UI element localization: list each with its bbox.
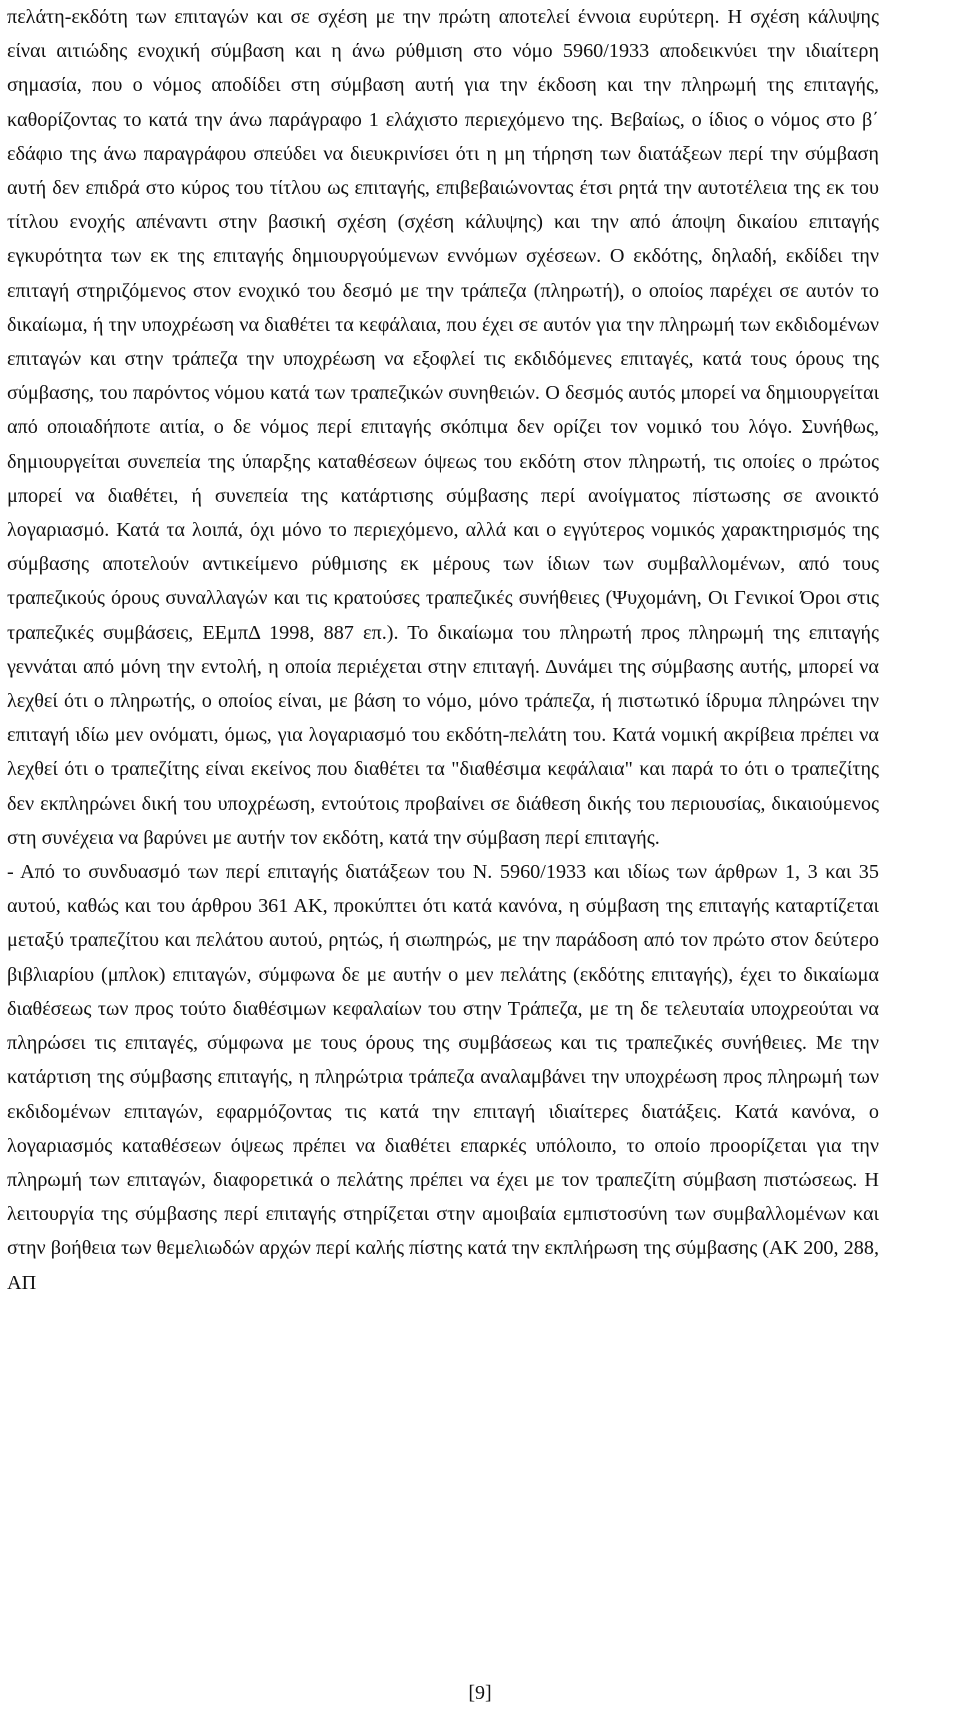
paragraph-2: - Από το συνδυασμό των περί επιταγής διατάξεων του Ν. 5960/1933 και ιδίως των άρθρων 1, 3 και 35 αυτού, καθώς και του άρθρου 361 ΑΚ, προκύπτει ότι κατά κανόνα, η σύμβαση της επιταγής καταρτίζεται μεταξύ τραπεζίτου και πελάτου αυτού, ρητώς, ή σιωπηρώς, με την παράδοση από τον πρώτο στον δεύτερο βιβλιαρίου (μπλοκ) επιταγών, σύμφωνα δε με αυτήν ο μεν πελάτης (εκδότης επιταγής), έχει το δικαίωμα διαθέσεως των προς τούτο διαθέσιμων κεφαλαίων του στην Τράπεζα, με τη δε τελευταία υποχρεούται να πληρώσει τις επιταγές, σύμφωνα με τους όρους της συμβάσεως και τις τραπεζικές συνήθειες. Με την κατάρτιση της σύμβασης επιταγής, η πληρώτρια τράπεζα αναλαμβάνει την υποχρέωση προς πληρωμή των εκδιδομένων επιταγών, εφαρμόζοντας τις κατά την επιταγή ιδιαίτερες διατάξεις. Κατά κανόνα, ο λογαριασμός καταθέσεων όψεως πρέπει να διαθέτει επαρκές υπόλοιπο, το οποίο προορίζεται για την πληρωμή των επιταγών, διαφορετικά ο πελάτης πρέπει να έχει με τον τραπεζίτη σύμβαση πιστώσεως. Η λειτουργία της σύμβασης περί επιταγής στηρίζεται στην αμοιβαία εμπιστοσύνη των συμβαλλομένων και στην βοήθεια των θεμελιωδών αρχών περί καλής πίστης κατά την εκπλήρωση της σύμβασης (ΑΚ 200, 288, ΑΠ bbox=[7, 861, 879, 1294]
paragraph-1: πελάτη-εκδότη των επιταγών και σε σχέση με την πρώτη αποτελεί έννοια ευρύτερη. Η σχέση κάλυψης είναι αιτιώδης ενοχική σύμβαση και η άνω ρύθμιση στο νόμο 5960/1933 αποδεικνύει την ιδιαίτερη σημασία, που ο νόμος αποδίδει στη σύμβαση αυτή για την έκδοση και την πληρωμή της επιταγής, καθορίζοντας το κατά την άνω παράγραφο 1 ελάχιστο περιεχόμενο της. Βεβαίως, ο ίδιος ο νόμος στο β΄ εδάφιο της άνω παραγράφου σπεύδει να διευκρινίσει ότι η μη τήρηση των διατάξεων περί την σύμβαση αυτή δεν επιδρά στο κύρος του τίτλου ως επιταγής, επιβεβαιώνοντας έτσι ρητά την αυτοτέλεια της εκ του τίτλου ενοχής απέναντι στην βασική σχέση (σχέση κάλυψης) και την από άποψη δικαίου επιταγής εγκυρότητα των εκ της επιταγής δημιουργούμενων εννόμων σχέσεων. Ο εκδότης, δηλαδή, εκδίδει την επιταγή στηριζόμενος στον ενοχικό του δεσμό με την τράπεζα (πληρωτή), ο οποίος παρέχει σε αυτόν το δικαίωμα, ή την υποχρέωση να διαθέτει τα κεφάλαια, που έχει σε αυτόν για την πληρωμή των εκδιδομένων επιταγών και στην τράπεζα την υποχρέωση να εξοφλεί τις εκδιδόμενες επιταγές, κατά τους όρους της σύμβασης, του παρόντος νόμου κατά των τραπεζικών συνηθειών. Ο δεσμός αυτός μπορεί να δημιουργείται από οποιαδήποτε αιτία, ο δε νόμος περί επιταγής σκόπιμα δεν ορίζει τον νομικό του λόγο. Συνήθως, δημιουργείται συνεπεία της ύπαρξης καταθέσεων όψεως του εκδότη στον πληρωτή, τις οποίες ο πρώτος μπορεί να διαθέτει, ή συνεπεία της κατάρτισης σύμβασης περί ανοίγματος πίστωσης σε ανοικτό λογαριασμό. Κατά τα λοιπά, όχι μόνο το περιεχόμενο, αλλά και ο εγγύτερος νομικός χαρακτηρισμός της σύμβασης αποτελούν αντικείμενο ρύθμισης εκ μέρους των ίδιων των συμβαλλομένων, από τους τραπεζικούς όρους συναλλαγών και τις κρατούσες τραπεζικές συνήθειες (Ψυχομάνη, Οι Γενικοί Όροι στις τραπεζικές συμβάσεις, ΕΕμπΔ 1998, 887 επ.). Το δικαίωμα του πληρωτή προς πληρωμή της επιταγής γεννάται από μόνη την εντολή, η οποία περιέχεται στην επιταγή. Δυνάμει της σύμβασης αυτής, μπορεί να λεχθεί ότι ο πληρωτής, ο οποίος είναι, με βάση το νόμο, μόνο τράπεζα, ή πιστωτικό ίδρυμα πληρώνει την επιταγή ιδίω μεν ονόματι, όμως, για λογαριασμό του εκδότη-πελάτη του. Κατά νομική ακρίβεια πρέπει να λεχθεί ότι ο τραπεζίτης είναι εκείνος που διαθέτει τα "διαθέσιμα κεφάλαια" και παρά το ότι ο τραπεζίτης δεν εκπληρώνει δική του υποχρέωση, εντούτοις προβαίνει σε διάθεση δικής του περιουσίας, δικαιούμενος στη συνέχεια να βαρύνει με αυτήν τον εκδότη, κατά την σύμβαση περί επιταγής. bbox=[7, 6, 879, 849]
page-number: [9] bbox=[468, 1682, 492, 1704]
document-body bbox=[7, 0, 879, 1300]
